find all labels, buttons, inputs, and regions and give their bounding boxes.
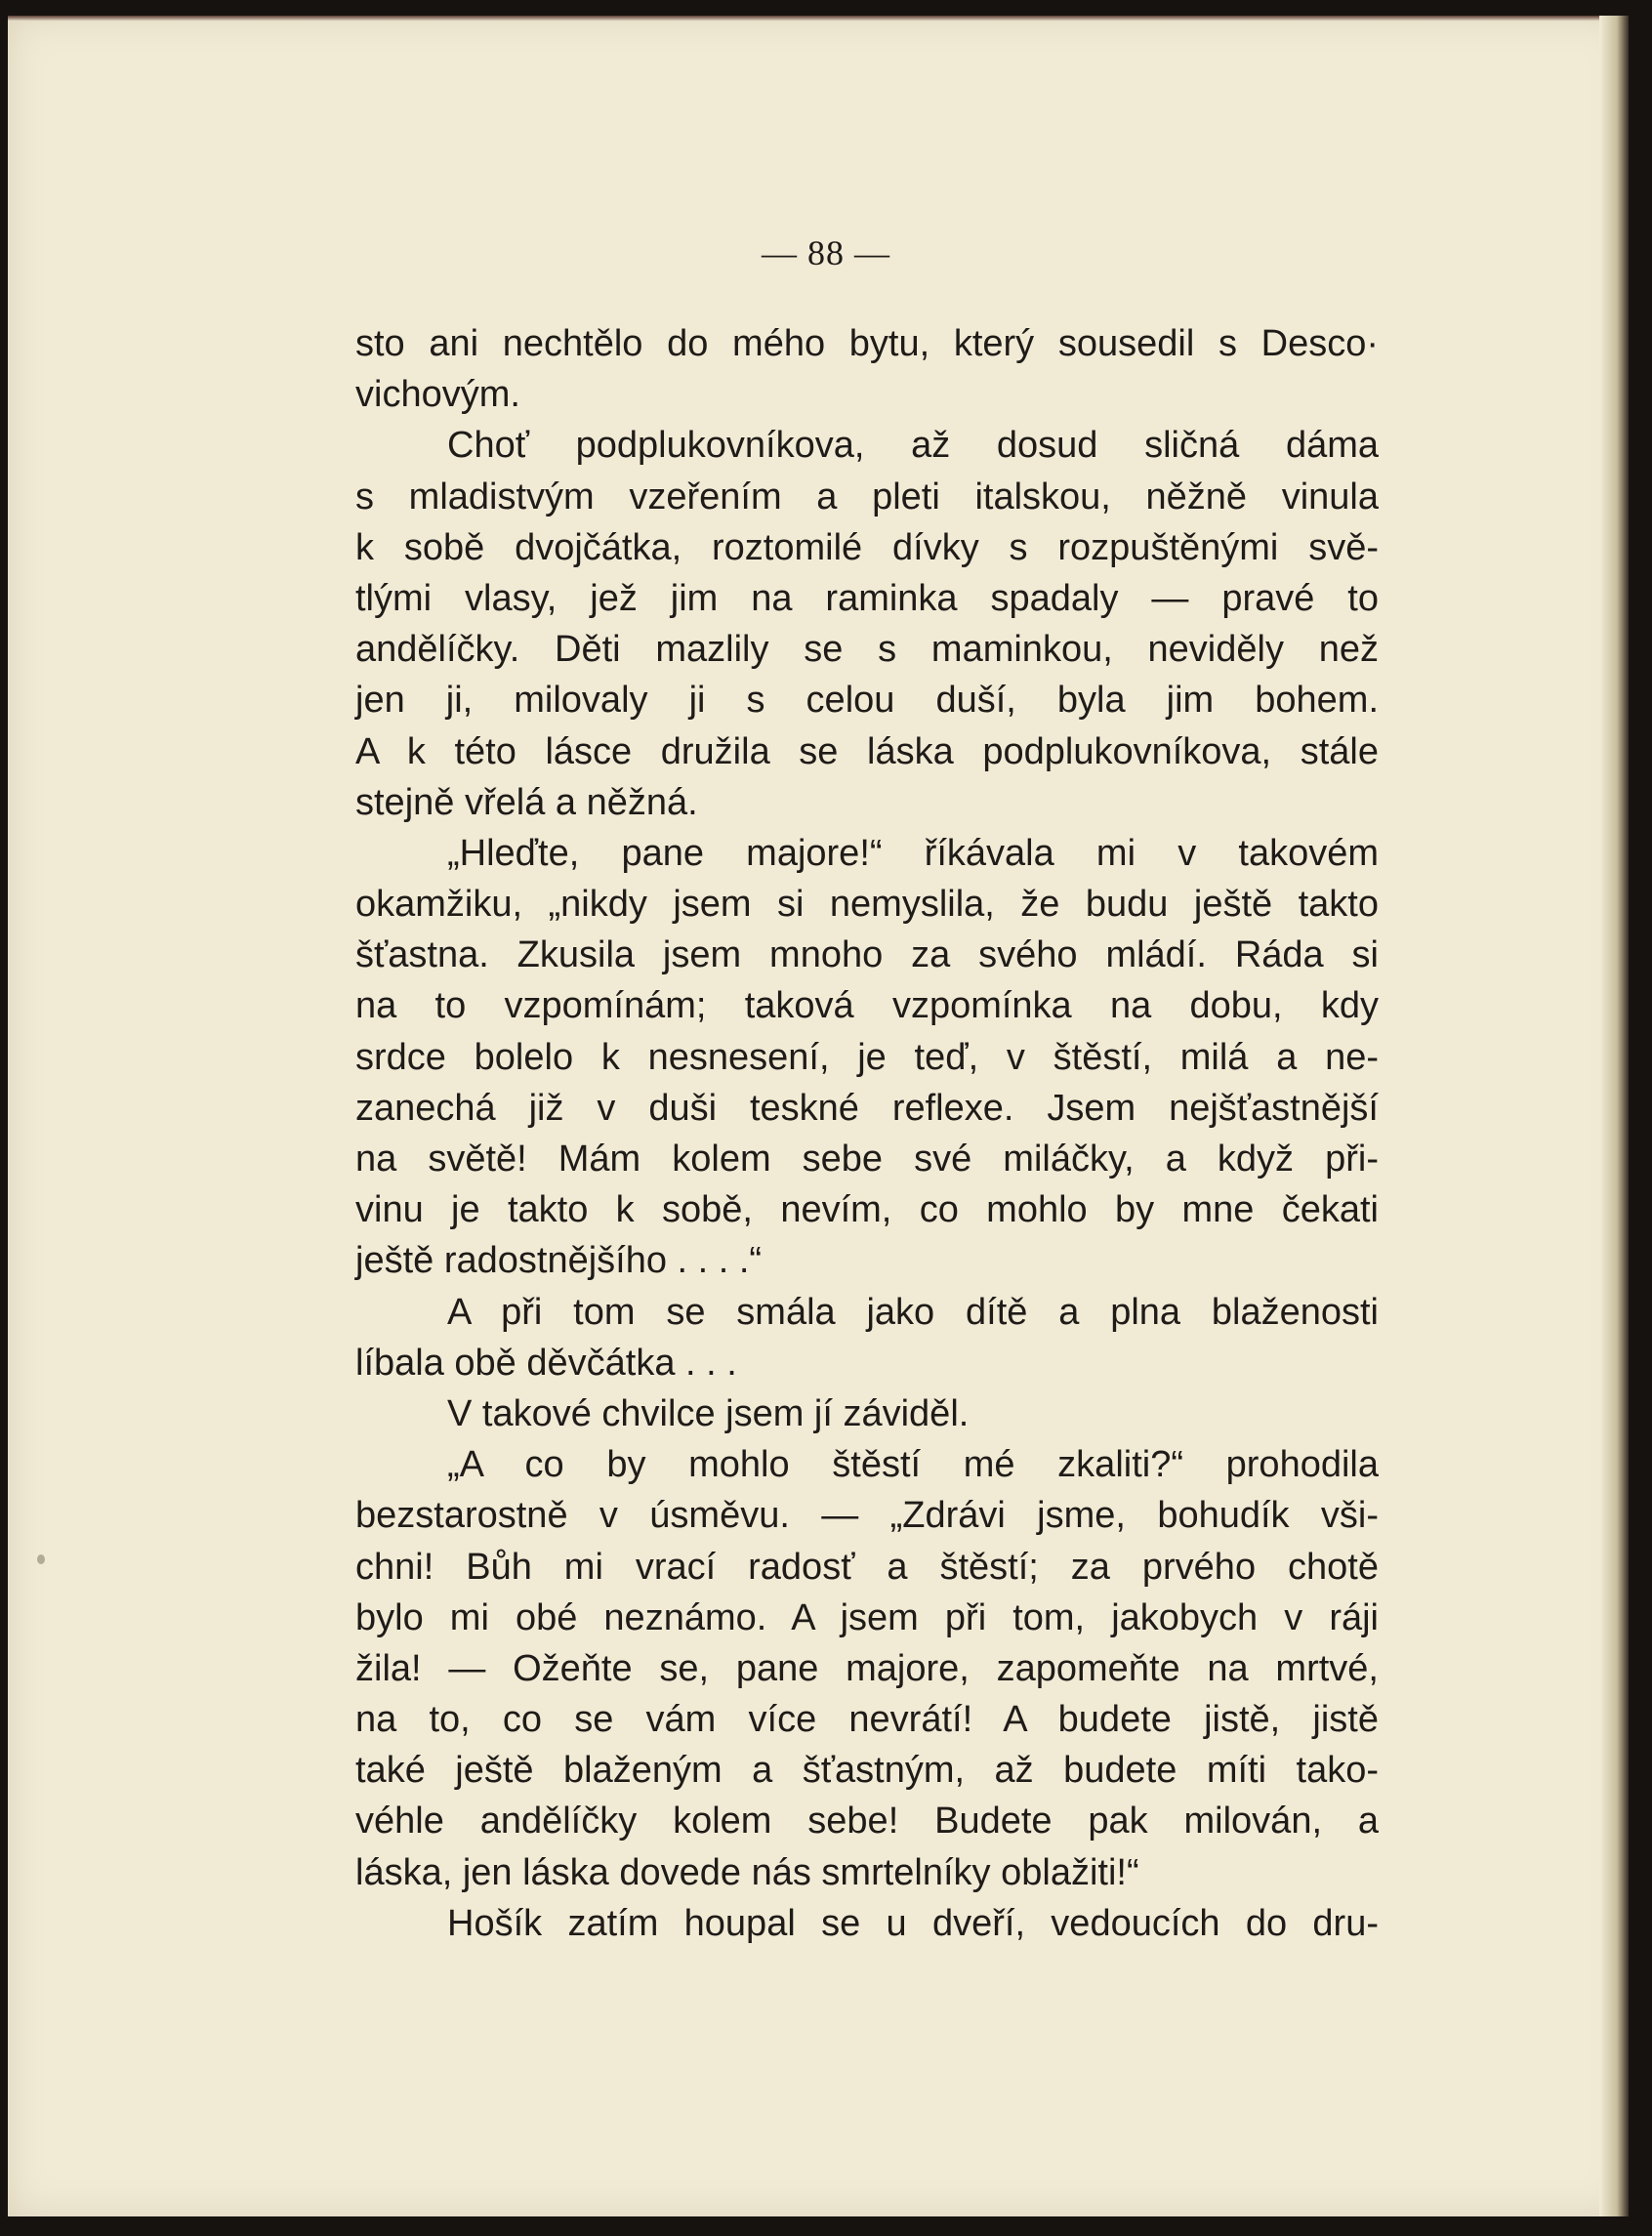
- text-line: srdce bolelo k nesnesení, je teď, v štěstí, milá a ne-: [355, 1036, 1379, 1078]
- text-line: V takové chvilce jsem jí záviděl.: [447, 1392, 970, 1434]
- text-line: A k této lásce družila se láska podplukovníkova, stále: [355, 730, 1379, 772]
- text-line: vichovým.: [355, 374, 520, 416]
- text-line: na to vzpomínám; taková vzpomínka na dobu, kdy: [355, 985, 1379, 1027]
- text-line: zanechá již v duši teskné reflexe. Jsem nejšťastnější: [355, 1087, 1379, 1129]
- text-line: vinu je takto k sobě, nevím, co mohlo by mne čekati: [355, 1189, 1379, 1231]
- text-line: A při tom se smála jako dítě a plna blaženosti: [447, 1291, 1379, 1333]
- text-line: ještě radostnějšího . . . .“: [355, 1240, 763, 1282]
- text-line: andělíčky. Děti mazlily se s maminkou, neviděly než: [355, 629, 1379, 671]
- text-line: na to, co se vám více nevrátí! A budete jistě, jistě: [355, 1699, 1379, 1741]
- text-line: šťastna. Zkusila jsem mnoho za svého mládí. Ráda si: [355, 934, 1379, 976]
- page-number: — 88 —: [762, 233, 890, 272]
- text-line: bylo mi obé neznámo. A jsem při tom, jakobych v ráji: [355, 1596, 1379, 1638]
- text-line: chni! Bůh mi vrací radosť a štěstí; za prvého chotě: [355, 1546, 1379, 1588]
- text-line: „Hleďte, pane majore!“ říkávala mi v takovém: [447, 832, 1379, 874]
- text-line: žila! — Ožeňte se, pane majore, zapomeňte na mrtvé,: [355, 1647, 1379, 1689]
- text-line: sto ani nechtělo do mého bytu, který sousedil s Desco·: [355, 323, 1379, 364]
- text-line: také ještě blaženým a šťastným, až budete míti tako-: [355, 1750, 1379, 1792]
- text-line: Hošík zatím houpal se u dveří, vedoucích do dru-: [447, 1902, 1379, 1944]
- text-line: k sobě dvojčátka, roztomilé dívky s rozpuštěnými svě-: [355, 526, 1379, 568]
- text-line: okamžiku, „nikdy jsem si nemyslila, že budu ještě takto: [355, 884, 1379, 926]
- text-line: véhle andělíčky kolem sebe! Budete pak milován, a: [355, 1801, 1379, 1843]
- body-text: [355, 318, 1379, 1949]
- text-line: Choť podplukovníkova, až dosud sličná dáma: [447, 425, 1379, 467]
- text-line: tlými vlasy, jež jim na raminka spadaly — pravé to: [355, 577, 1379, 619]
- book-spine-shadow: [1599, 16, 1629, 2216]
- text-line: na světě! Mám kolem sebe své miláčky, a když při-: [355, 1139, 1379, 1180]
- paper-smudge: [37, 1554, 45, 1564]
- text-line: stejně vřelá a něžná.: [355, 781, 698, 823]
- text-line: bezstarostně v úsměvu. — „Zdrávi jsme, bohudík vši-: [355, 1495, 1379, 1537]
- text-line: s mladistvým vzeřením a pleti italskou, něžně vinula: [355, 476, 1379, 518]
- text-line: láska, jen láska dovede nás smrtelníky oblažiti!“: [355, 1851, 1139, 1893]
- text-line: „A co by mohlo štěstí mé zkaliti?“ prohodila: [447, 1444, 1379, 1486]
- text-line: jen ji, milovaly ji s celou duší, byla jim bohem.: [355, 680, 1379, 722]
- page-top-edge: [8, 16, 1629, 21]
- text-line: líbala obě děvčátka . . .: [355, 1342, 737, 1384]
